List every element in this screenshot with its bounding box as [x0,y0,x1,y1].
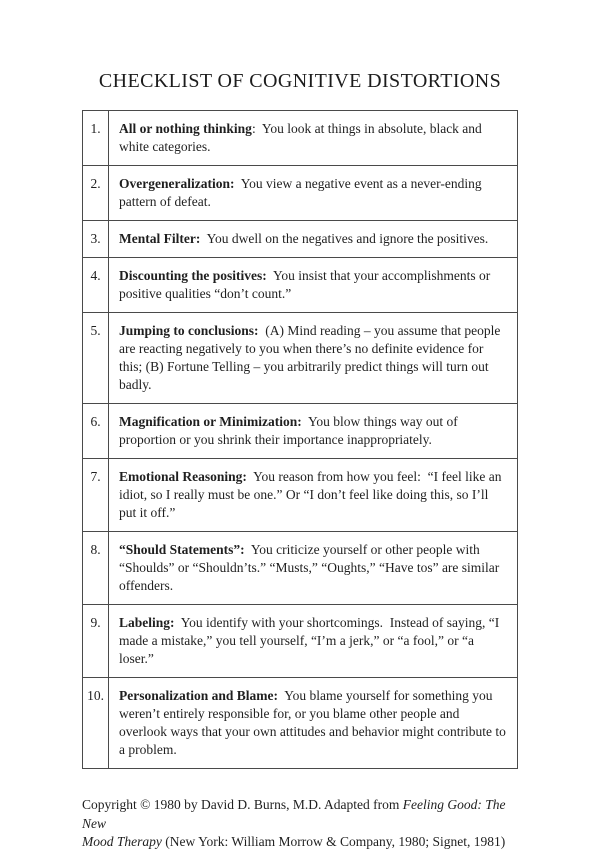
publisher-text: (New York: William Morrow & Company, 1980; Signet, 1981) [161,834,506,849]
row-description [109,678,518,769]
row-number: 6. [83,404,109,459]
row-number: 9. [83,605,109,678]
row-number: 3. [83,221,109,258]
row-number: 5. [83,313,109,404]
row-description [109,258,518,313]
table-row [83,404,518,459]
row-description [109,404,518,459]
row-term: Overgeneralization: [119,176,235,191]
row-text: : You look at things in absolute, black and white categories. [119,121,486,154]
row-description [109,166,518,221]
row-text: (A) Mind reading – you assume that people are reacting negatively to you when there’s no definite evidence for this; (B) Fortune Telling – you arbitrarily predict things will turn out badly. [119,323,504,392]
table-row [83,166,518,221]
row-number: 1. [83,111,109,166]
copyright-footer [82,796,518,852]
row-text: You insist that your accomplishments or positive qualities “don’t count.” [119,268,494,301]
row-number: 2. [83,166,109,221]
table-row [83,111,518,166]
row-description [109,111,518,166]
row-description [109,459,518,532]
row-number: 8. [83,532,109,605]
row-text: You criticize yourself or other people with “Shoulds” or “Shouldn’ts.” “Musts,” “Oughts,” “Have tos” are similar offenders. [119,542,503,593]
row-term: Emotional Reasoning: [119,469,247,484]
row-term: All or nothing thinking [119,121,252,136]
row-text: You reason from how you feel: “I feel like an idiot, so I really must be one.” Or “I don’t feel like doing this, so I’ll put it off.” [119,469,505,520]
row-term: Jumping to conclusions: [119,323,259,338]
row-number: 7. [83,459,109,532]
row-term: Discounting the positives: [119,268,267,283]
copyright-text: Copyright © 1980 by David D. Burns, M.D. Adapted from [82,797,403,812]
row-description [109,532,518,605]
table-row [83,605,518,678]
row-text: You blame yourself for something you weren’t entirely responsible for, or you blame other people and overlook ways that your own attitudes and behavior might contribute to a problem. [119,688,510,757]
row-term: Personalization and Blame: [119,688,278,703]
table-row [83,532,518,605]
row-description [109,221,518,258]
document-page [0,70,600,849]
page-title: CHECKLIST OF COGNITIVE DISTORTIONS [98,70,502,92]
table-row [83,313,518,404]
copyright-line-1 [82,796,518,833]
row-term: Labeling: [119,615,175,630]
row-text: You identify with your shortcomings. Instead of saying, “I made a mistake,” you tell yourself, “I’m a jerk,” or “a fool,” or “a loser.” [119,615,503,666]
table-row [83,459,518,532]
row-description [109,605,518,678]
row-number: 10. [83,678,109,769]
row-term: Mental Filter: [119,231,201,246]
book-title-italic: Feeling Good: The New [82,797,506,831]
row-term: “Should Statements”: [119,542,245,557]
row-number: 4. [83,258,109,313]
cognitive-distortions-table [82,110,518,769]
row-text: You dwell on the negatives and ignore the positives. [200,231,489,246]
row-text: You view a negative event as a never-ending pattern of defeat. [119,176,485,209]
row-term: Magnification or Minimization: [119,414,302,429]
table-row [83,221,518,258]
row-description [109,313,518,404]
row-text: You blow things way out of proportion or you shrink their importance inappropriately. [119,414,462,447]
copyright-line-2 [82,833,518,852]
book-title-italic: Mood Therapy [82,834,162,849]
table-row [83,678,518,769]
table-row [83,258,518,313]
